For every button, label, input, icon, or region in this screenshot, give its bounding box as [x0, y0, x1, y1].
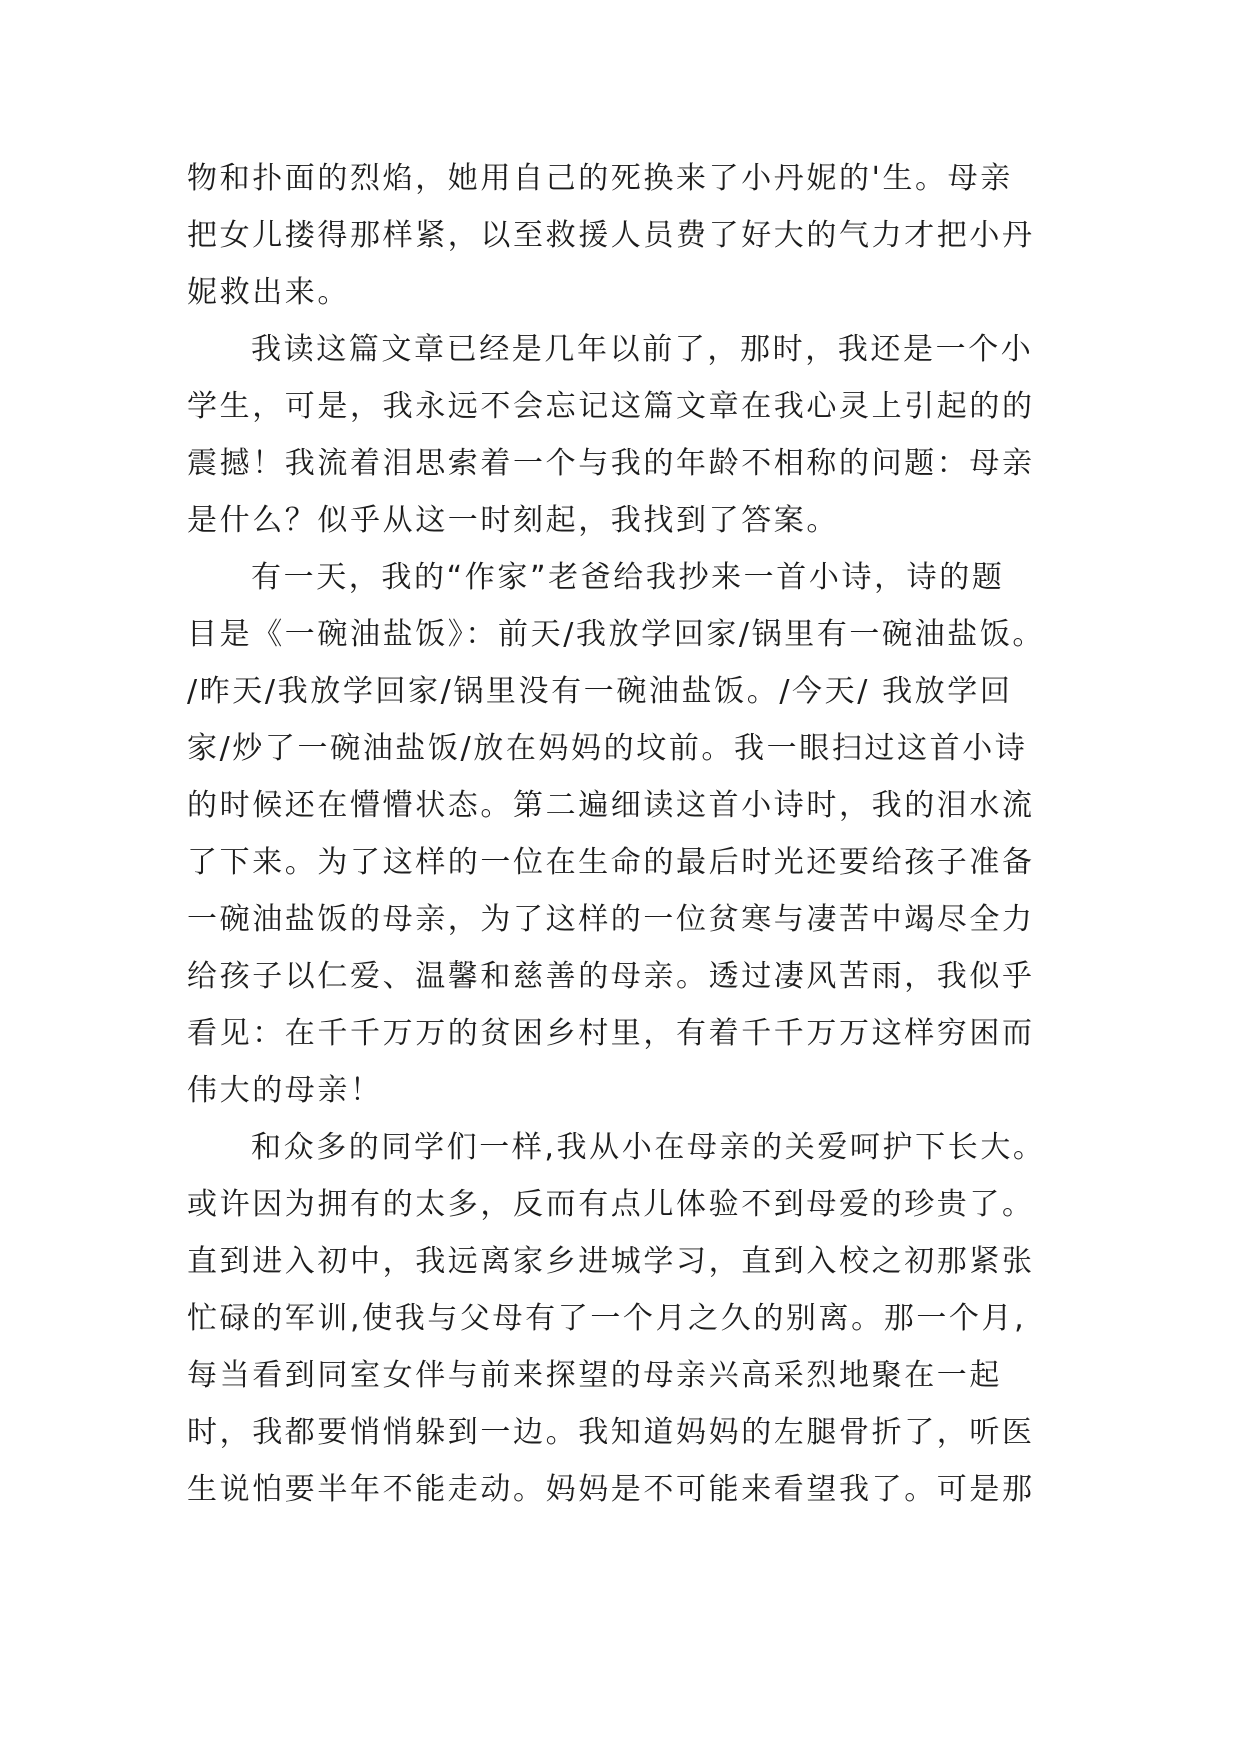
text-line: 把女儿搂得那样紧，以至救援人员费了好大的气力才把小丹 — [187, 218, 1035, 253]
text-line: 给孩子以仁爱、温馨和慈善的母亲。透过凄风苦雨，我似乎 — [187, 959, 1035, 994]
text-line: 妮救出来。 — [187, 275, 350, 310]
text-line: 生说怕要半年不能走动。妈妈是不可能来看望我了。可是那 — [187, 1472, 1035, 1507]
text-line: 学生，可是，我永远不会忘记这篇文章在我心灵上引起的的 — [187, 389, 1035, 424]
text-line: 了下来。为了这样的一位在生命的最后时光还要给孩子准备 — [187, 845, 1035, 880]
text-line: 看见：在千千万万的贫困乡村里，有着千千万万这样穷困而 — [187, 1016, 1035, 1051]
text-line: 是什么？似乎从这一时刻起，我找到了答案。 — [187, 503, 839, 538]
text-line: 的时候还在懵懵状态。第二遍细读这首小诗时，我的泪水流 — [187, 788, 1035, 823]
text-line: 直到进入初中，我远离家乡进城学习，直到入校之初那紧张 — [187, 1244, 1035, 1279]
text-line: 震撼！我流着泪思索着一个与我的年龄不相称的问题：母亲 — [187, 446, 1035, 481]
text-line: /昨天/我放学回家/锅里没有一碗油盐饭。/今天/ 我放学回 — [187, 674, 1013, 709]
paragraph-start-line: 和众多的同学们一样,我从小在母亲的关爱呵护下长大。 — [251, 1130, 1046, 1165]
paragraph-start-line: 有一天，我的“作家”老爸给我抄来一首小诗，诗的题 — [251, 560, 1005, 595]
text-line: 忙碌的军训,使我与父母有了一个月之久的别离。那一个月, — [187, 1301, 1027, 1336]
text-line: 目是《一碗油盐饭》：前天/我放学回家/锅里有一碗油盐饭。 — [187, 617, 1046, 652]
text-line: 时，我都要悄悄躲到一边。我知道妈妈的左腿骨折了，听医 — [187, 1415, 1035, 1450]
text-line: 一碗油盐饭的母亲，为了这样的一位贫寒与凄苦中竭尽全力 — [187, 902, 1035, 937]
text-line: 或许因为拥有的太多，反而有点儿体验不到母爱的珍贵了。 — [187, 1187, 1035, 1222]
text-line: 每当看到同室女伴与前来探望的母亲兴高采烈地聚在一起 — [187, 1358, 1002, 1393]
text-line: 伟大的母亲！ — [187, 1073, 383, 1108]
text-line: 家/炒了一碗油盐饭/放在妈妈的坟前。我一眼扫过这首小诗 — [187, 731, 1028, 766]
body-text — [187, 150, 1067, 1518]
paragraph-start-line: 我读这篇文章已经是几年以前了，那时，我还是一个小 — [251, 332, 1034, 367]
text-line: 物和扑面的烈焰，她用自己的死换来了小丹妮的'生。母亲 — [187, 161, 1013, 196]
